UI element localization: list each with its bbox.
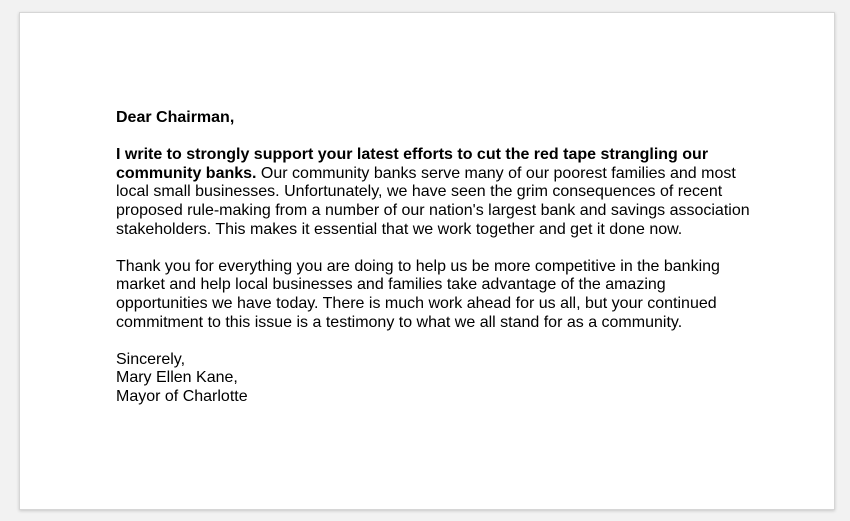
document-page xyxy=(19,12,835,510)
signature-block xyxy=(116,351,756,407)
closing-line: Sincerely, xyxy=(116,350,186,368)
paragraph-1-lead: I write to strongly support your latest efforts to cut the red tape strangling our community banks. xyxy=(116,146,709,182)
paragraph-1-body: Our community banks serve many of our poorest families and most local small businesses. Unfortunately, we have seen the grim consequences of recent proposed rule-making from a number of our nation's largest bank and savings association stakeholders. This makes it essential that we work together and get it done now. xyxy=(116,164,750,238)
signer-name: Mary Ellen Kane, xyxy=(116,369,238,387)
signer-title: Mayor of Charlotte xyxy=(116,387,248,405)
paragraph-1 xyxy=(116,146,756,239)
paragraph-2: Thank you for everything you are doing to help us be more competitive in the banking market and help local businesses and families take advantage of the amazing opportunities we have today. There is much work ahead for us all, but your continued commitment to this issue is a testimony to what we all stand for as a community. xyxy=(116,257,720,331)
letter-body xyxy=(116,109,756,425)
salutation: Dear Chairman, xyxy=(116,109,235,126)
